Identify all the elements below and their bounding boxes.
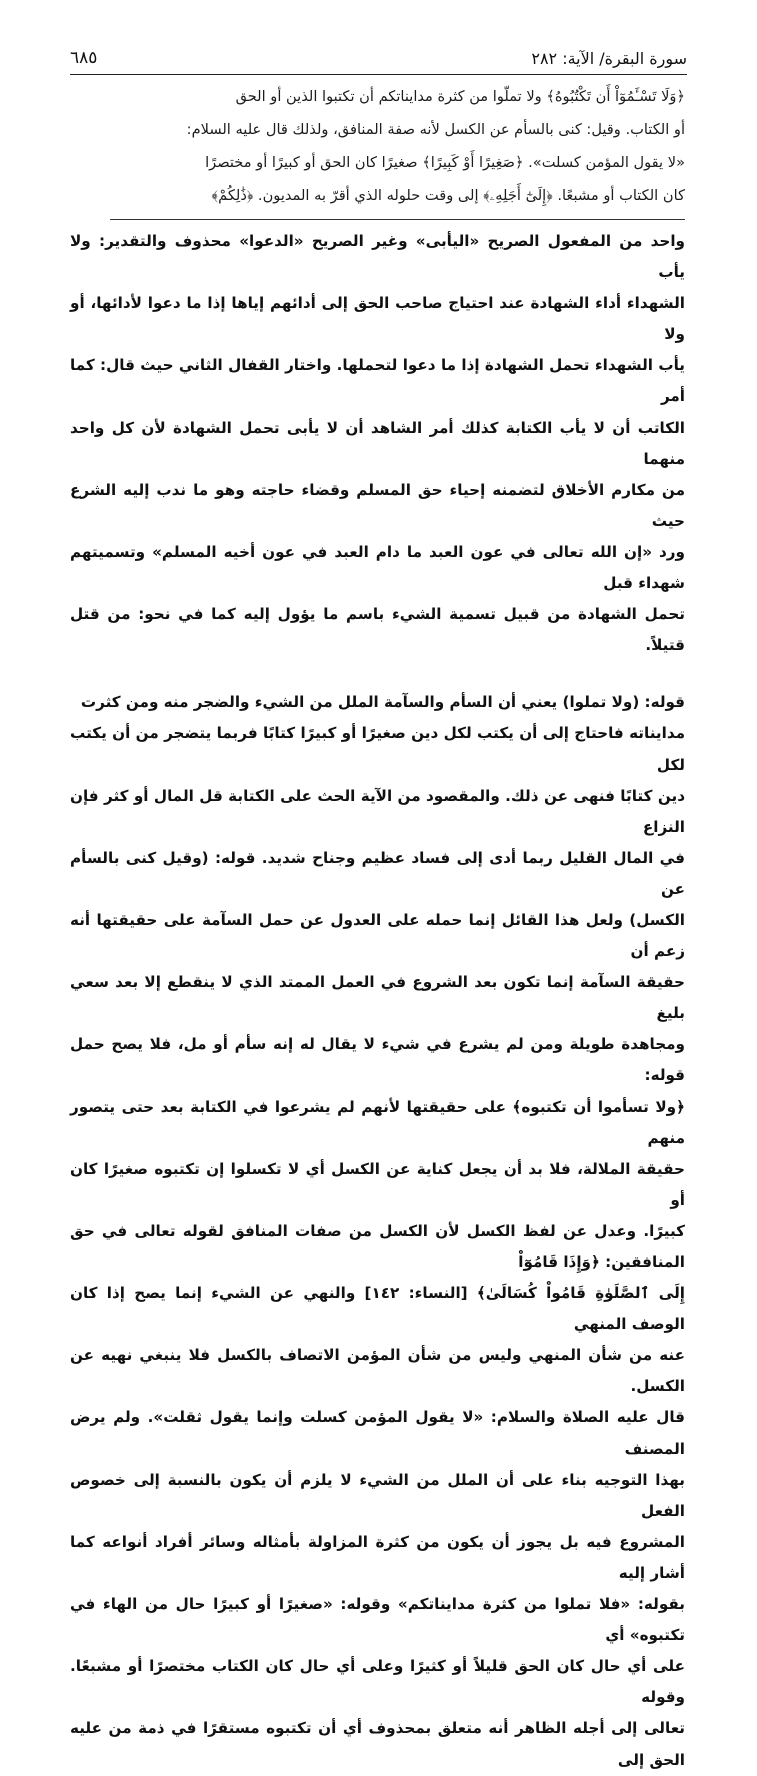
- commentary-paragraph-2: [70, 687, 685, 1775]
- text-line: كبيرًا. وعدل عن لفظ الكسل لأن الكسل من صفات المنافق لقوله تعالى في حق المنافقين: ﴿وَإِذَا قَامُوٓاْ: [70, 1221, 685, 1271]
- text-line: حقيقة السآمة إنما تكون بعد الشروع في العمل الممتد الذي لا ينقطع إلا بعد سعي بليغ: [70, 973, 685, 1023]
- text-line: المشروع فيه بل يجوز أن يكون من كثرة المزاولة بأمثاله وسائر أفراد أنواعه كما أشار إليه: [70, 1532, 685, 1582]
- text-line: قوله: (ولا تملوا) يعني أن السأم والسآمة الملل من الشيء والضجر منه ومن كثرت: [80, 693, 685, 712]
- quote-line: أو الكتاب. وقيل: كنى بالسأم عن الكسل لأنه صفة المنافق، ولذلك قال عليه السلام:: [186, 121, 685, 138]
- commentary-body: [70, 226, 685, 1776]
- page-header: [70, 28, 687, 75]
- text-line: يأب الشهداء تحمل الشهادة إذا ما دعوا لتحملها. واختار القفال الثاني حيث قال: كما أمر: [70, 356, 685, 406]
- quote-line: كان الكتاب أو مشبعًا. ﴿إِلَىٰٓ أَجَلِهِۦ﴾ إلى وقت حلوله الذي أقرّ به المديون. ﴿ذَٰلِكُمْ﴾: [211, 187, 685, 204]
- text-line: مدايناته فاحتاج إلى أن يكتب لكل دين صغيرًا أو كبيرًا كتابًا فربما يتضجر من أن يكتب لكل: [70, 724, 685, 774]
- text-line: حقيقة الملالة، فلا بد أن يجعل كناية عن الكسل أي لا تكسلوا إن تكتبوه صغيرًا كان أو: [70, 1159, 685, 1209]
- tafsir-quote-block: [72, 80, 685, 212]
- text-line: ﴿ولا تسأموا أن تكتبوه﴾ على حقيقتها لأنهم لم يشرعوا في الكتابة بعد حتى يتصور منهم: [70, 1097, 685, 1147]
- quote-line: «لا يقول المؤمن كسلت». ﴿صَغِيرًا أَوْ كَبِيرًا﴾ صغيرًا كان الحق أو كبيرًا أو مختصرًا: [205, 154, 685, 171]
- text-line: الكاتب أن لا يأب الكتابة كذلك أمر الشاهد أن لا يأبى تحمل الشهادة لأن كل واحد منهما: [70, 418, 685, 468]
- surah-title: سورة البقرة/ الآية: ٢٨٢: [531, 49, 687, 68]
- text-line: بهذا التوجيه بناء على أن الملل من الشيء لا يلزم أن يكون بالنسبة إلى خصوص الفعل: [70, 1470, 685, 1520]
- text-line: عنه من شأن المنهي وليس من شأن المؤمن الاتصاف بالكسل فلا ينبغي نهيه عن الكسل.: [70, 1346, 685, 1396]
- text-line: من مكارم الأخلاق لتضمنه إحياء حق المسلم وقضاء حاجته وهو ما ندب إليه الشرع حيث: [70, 480, 685, 530]
- text-line: بقوله: «فلا تملوا من كثرة مداينات‍كم» وقوله: «صغيرًا أو كبيرًا حال من الهاء في تكتبوه» أي: [70, 1595, 685, 1645]
- text-line: في المال القليل ربما أدى إلى فساد عظيم وجناح شديد. قوله: (وقيل كنى بالسأم عن: [70, 848, 685, 898]
- text-line: إِلَى ٱلصَّلَوٰةِ قَامُواْ كُسَالَىٰ﴾ [النساء: ١٤٢] والنهي عن الشيء إنما يصح إذا كان الوصف المنهي: [70, 1284, 685, 1334]
- text-line: ورد «إن الله تعالى في عون العبد ما دام العبد في عون أخيه المسلم» وتسميتهم شهداء قبل: [70, 542, 685, 593]
- text-line: تعالى إلى أجله الظاهر أنه متعلق بمحذوف أي أن تكتبوه مستقرًا في ذمة من عليه الحق إلى: [70, 1719, 685, 1769]
- page-number: ٦٨٥: [70, 48, 98, 68]
- text-line: تحمل الشهادة من قبيل تسمية الشيء باسم ما يؤول إليه كما في نحو: من قتل قتيلاً.: [70, 605, 685, 655]
- text-line: ومجاهدة طويلة ومن لم يشرع في شيء لا يقال له إنه سأم أو مل، فلا يصح حمل قوله:: [70, 1035, 685, 1085]
- text-line: واحد من المفعول الصريح «اليأبى» وغير الصريح «الدعوا» محذوف والتقدير: ولا يأب: [70, 232, 685, 282]
- commentary-paragraph-1: [70, 226, 685, 661]
- text-line: دين كتابًا فنهى عن ذلك. والمقصود من الآية الحث على الكتابة قل المال أو كثر فإن النزاع: [70, 786, 685, 836]
- paragraph-gap: [70, 661, 685, 687]
- text-line: على أي حال كان الحق قليلاً أو كثيرًا وعلى أي حال كان الكتاب مختصرًا أو مشبعًا. وقوله: [70, 1657, 685, 1707]
- text-line: الكسل) ولعل هذا القائل إنما حمله على العدول عن حمل السآمة على حقيقتها أنه زعم أن: [70, 910, 685, 961]
- quote-line: ﴿وَلَا تَسْـَٔمُوٓاْ أَن تَكْتُبُوهُ﴾ ولا تملّوا من كثرة مداينات‍كم أن تكتبوا الذين أو الحق: [235, 88, 685, 105]
- section-divider: [110, 219, 685, 220]
- text-line: قال عليه الصلاة والسلام: «لا يقول المؤمن كسلت وإنما يقول ثقلت». ولم يرض المصنف: [70, 1408, 685, 1458]
- text-line: الشهداء أداء الشهادة عند احتياج صاحب الحق إلى أدائهم إياها إذا ما دعوا لأدائها، أو ولا: [70, 294, 685, 344]
